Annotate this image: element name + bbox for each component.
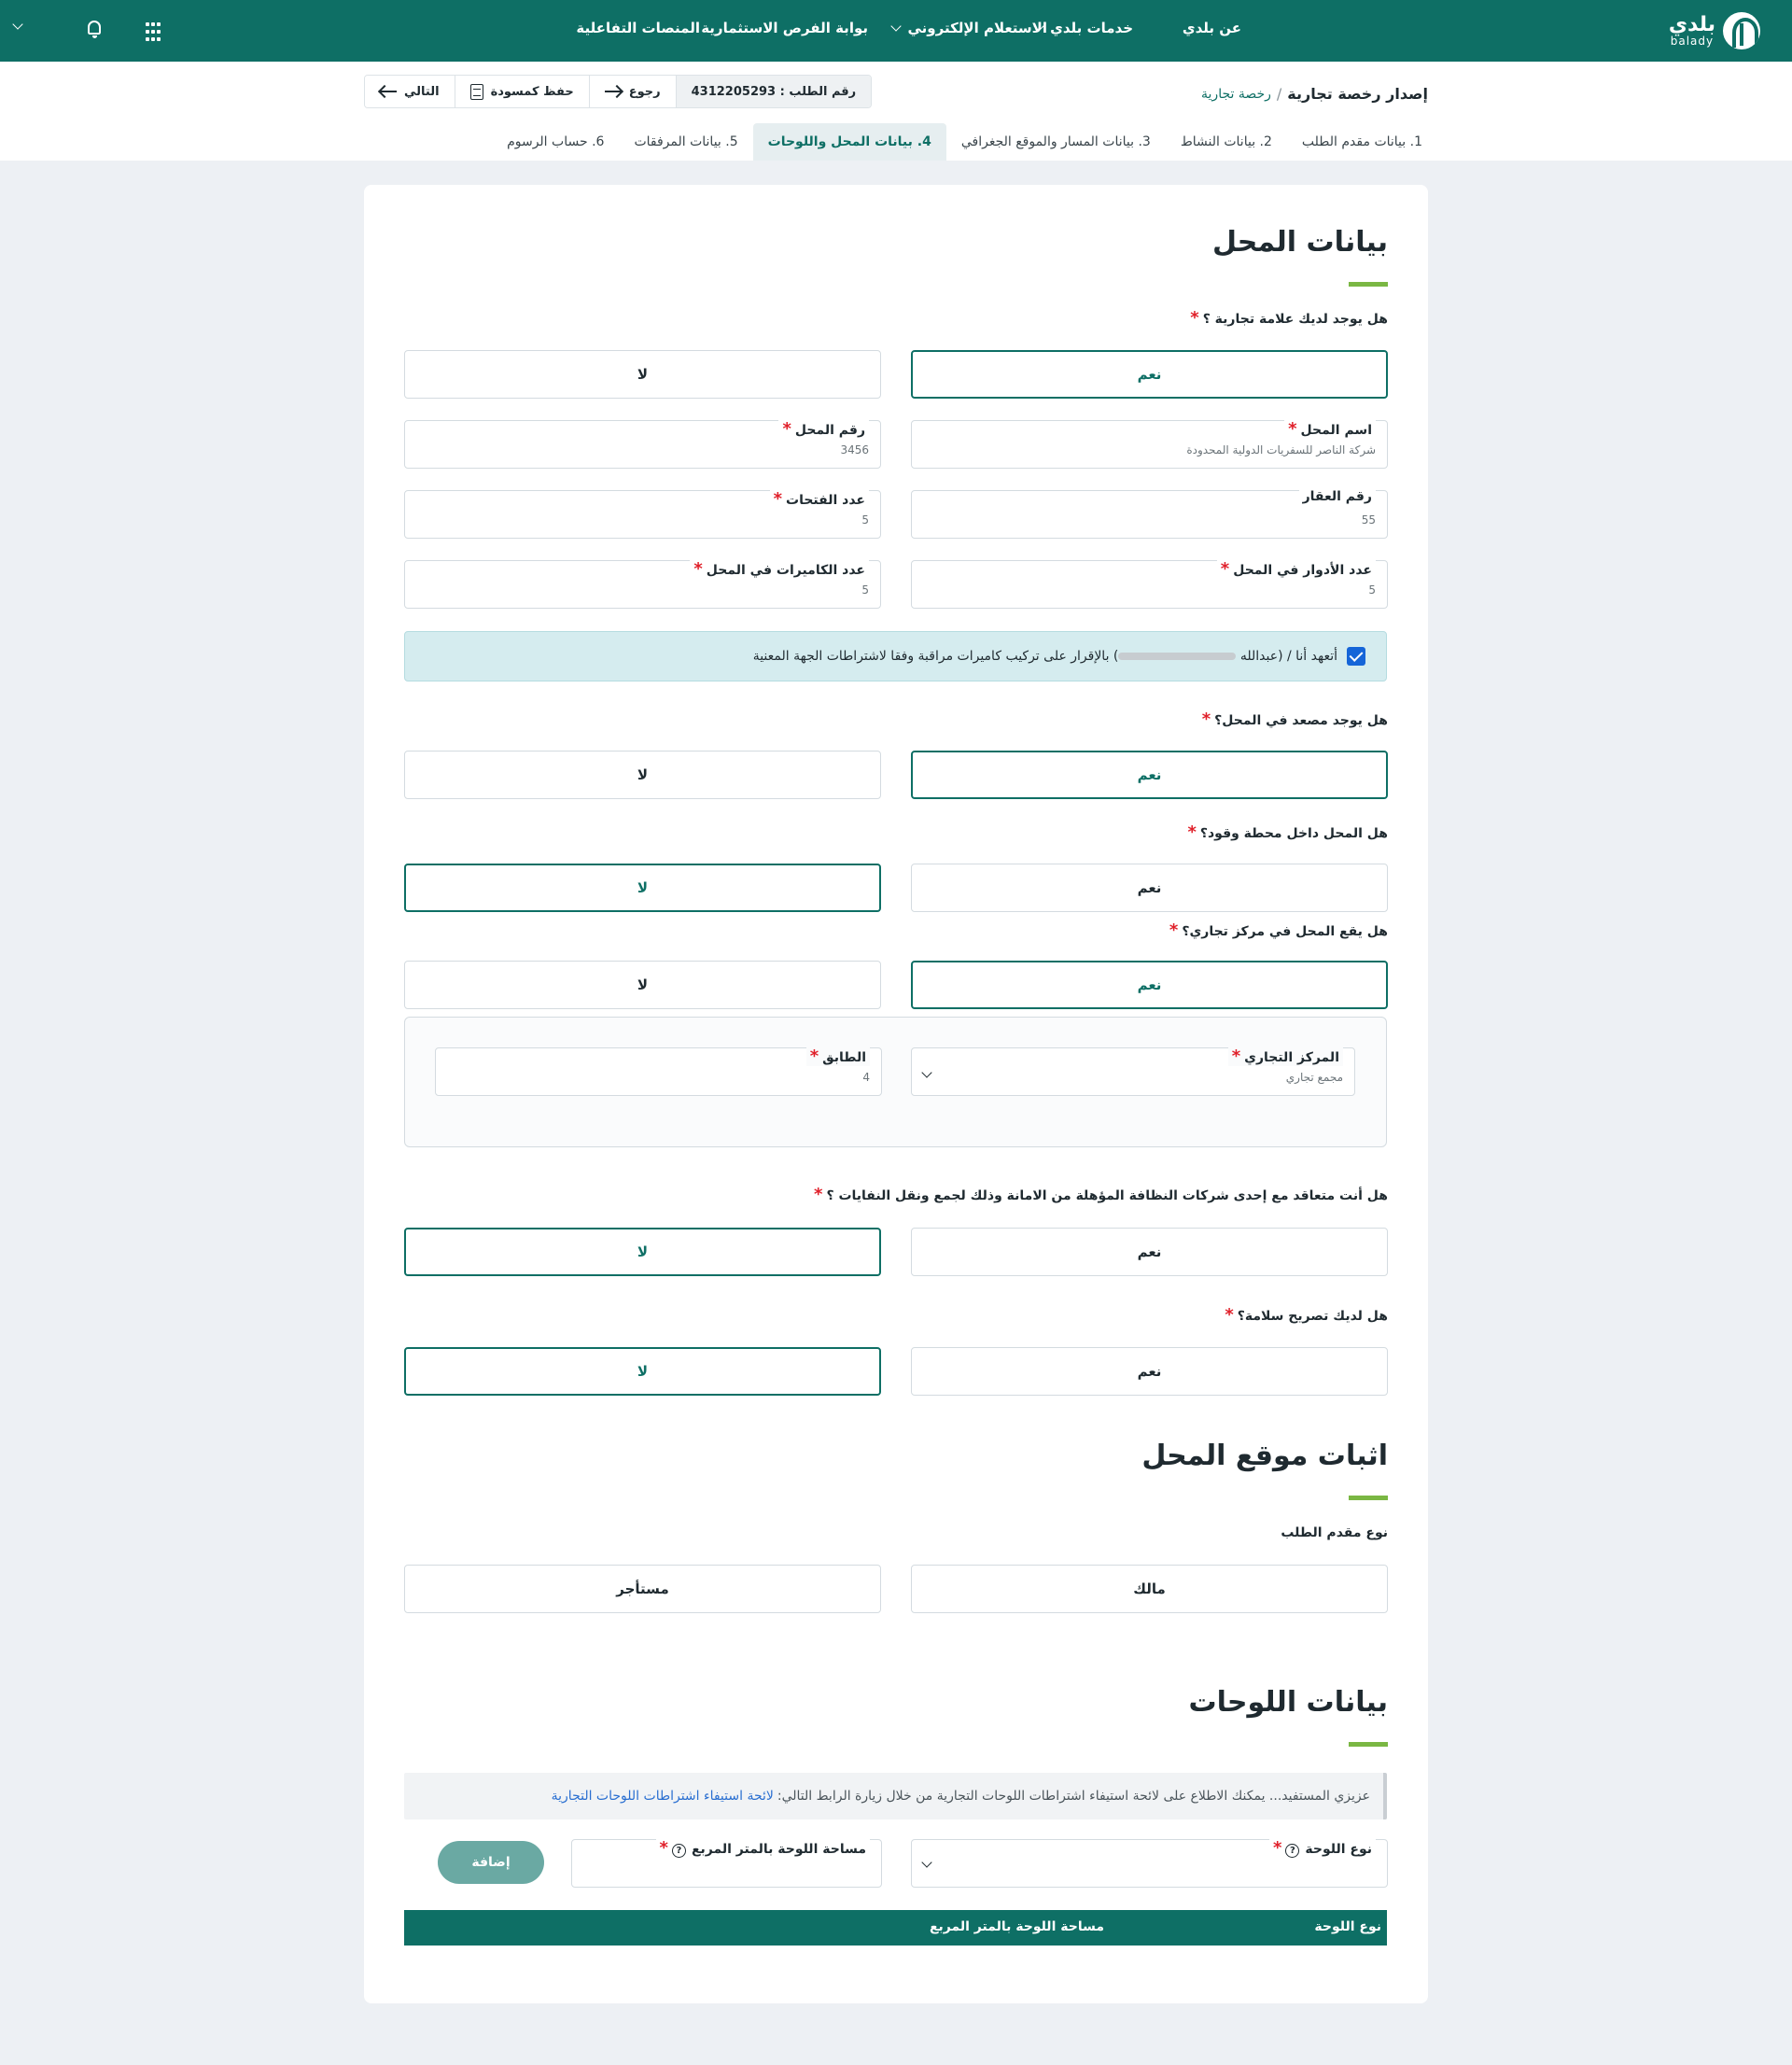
nav-balady-services[interactable]: خدمات بلدي [1035,20,1133,36]
tab-activity-data[interactable]: 2. بيانات النشاط [1180,134,1272,149]
column-header-sign-type: نوع اللوحة [1314,1919,1381,1934]
cameras-count-value: 5 [861,583,869,597]
mall-details-panel [404,1017,1387,1147]
sign-area-field[interactable] [571,1839,882,1888]
mall-select[interactable] [911,1047,1355,1096]
mall-yes-option[interactable]: نعم [911,961,1388,1009]
back-button[interactable]: رجوع [589,76,676,107]
request-actions-bar [364,75,872,108]
section-underline [1349,282,1388,287]
add-sign-button[interactable]: إضافة [438,1841,544,1884]
tab-attachments[interactable]: 5. بيانات المرفقات [634,134,738,149]
applicant-owner-option[interactable]: مالك [911,1565,1388,1613]
column-header-sign-area: مساحة اللوحة بالمتر المربع [929,1919,1104,1934]
signs-notice: عزيزي المستفيد... يمكنك الاطلاع على لائحة استيفاء اشتراطات اللوحات التجارية من خلال زيارة الرابط التالي: لائحة استيفاء اشتراطات اللوحات التجارية [404,1773,1387,1819]
openings-count-value: 5 [861,513,869,527]
required-star: * [1190,308,1199,328]
sign-type-label: نوع اللوحة?* [1269,1838,1376,1858]
fuel-no-option[interactable]: لا [404,864,881,912]
logo-arabic-text: بلدي [1668,13,1715,36]
floor-label: الطابق* [806,1047,870,1066]
cleaning-yes-option[interactable]: نعم [911,1228,1388,1276]
floors-count-value: 5 [1368,583,1376,597]
breadcrumb-link-commercial-license[interactable]: رخصة تجارية [1201,86,1271,102]
floors-count-label: عدد الأدوار في المحل* [1217,559,1376,579]
question-elevator: هل يوجد مصعد في المحل؟* [1201,709,1388,729]
chevron-down-icon [921,1067,931,1077]
user-menu-chevron-icon[interactable] [12,19,22,29]
redacted-name [1118,653,1236,660]
save-draft-button[interactable]: حفظ كمسودة [455,76,589,107]
mall-no-option[interactable]: لا [404,961,881,1009]
section-underline [1349,1496,1388,1500]
signs-regulation-link[interactable]: لائحة استيفاء اشتراطات اللوحات التجارية [551,1789,774,1804]
chevron-down-icon [921,1857,931,1867]
question-trademark: هل يوجد لديك علامة تجارية ؟* [1190,308,1388,328]
shop-name-field[interactable] [911,420,1388,469]
form-card [364,185,1428,2003]
page-title: إصدار رخصة تجارية [1287,85,1428,103]
section-title-signs: بيانات اللوحات [1188,1686,1388,1719]
section-title-location: اثبات موقع المحل [1141,1440,1388,1472]
mall-label: المركز التجاري* [1228,1047,1343,1066]
section-underline [1349,1742,1388,1747]
question-mall: هل يقع المحل في مركز تجاري؟* [1169,920,1388,940]
cleaning-no-option[interactable]: لا [404,1228,881,1276]
request-number: رقم الطلب : 4312205293 [676,76,872,107]
question-fuel-station: هل المحل داخل محطة وقود؟* [1187,822,1388,842]
nav-investment-portal[interactable]: بوابة الفرص الاستثمارية [701,20,868,36]
shop-name-value: شركة الناصر للسفريات الدولية المحدودة [1186,443,1376,457]
property-number-value: 55 [1361,513,1376,527]
notifications-bell-icon[interactable] [88,21,101,35]
safety-no-option[interactable]: لا [404,1347,881,1396]
floor-value: 4 [862,1071,870,1084]
property-number-field[interactable] [911,490,1388,539]
help-circle-icon[interactable]: ? [672,1844,686,1858]
wizard-steps [492,123,1437,161]
cameras-count-field[interactable] [404,560,881,609]
fuel-yes-option[interactable]: نعم [911,864,1388,912]
tab-applicant-data[interactable]: 1. بيانات مقدم الطلب [1301,134,1422,149]
tab-shop-signs[interactable]: 4. بيانات المحل واللوحات [753,123,946,161]
floor-field[interactable] [435,1047,882,1096]
question-safety-permit: هل لديك تصريح سلامة؟* [1225,1305,1388,1325]
chevron-down-icon [891,21,902,31]
floors-count-field[interactable] [911,560,1388,609]
cameras-count-label: عدد الكاميرات في المحل* [690,559,869,579]
shop-number-label: رقم المحل* [778,419,869,439]
breadcrumb [1201,85,1428,103]
property-number-label: رقم العقار [1299,489,1376,504]
shop-number-value: 3456 [840,443,869,457]
next-button[interactable]: التالي [365,76,455,107]
safety-yes-option[interactable]: نعم [911,1347,1388,1396]
openings-count-field[interactable] [404,490,881,539]
arrow-left-icon [380,91,397,92]
top-navigation-bar [0,0,1792,62]
applicant-type-label: نوع مقدم الطلب [1281,1525,1388,1540]
sign-type-select[interactable] [911,1839,1388,1888]
applicant-tenant-option[interactable]: مستأجر [404,1565,881,1613]
shop-number-field[interactable] [404,420,881,469]
sign-area-label: مساحة اللوحة بالمتر المربع?* [656,1838,870,1858]
openings-count-label: عدد الفتحات* [770,489,869,509]
camera-commitment-box [404,631,1387,681]
mall-value: مجمع تجاري [1285,1071,1343,1084]
tab-fees[interactable]: 6. حساب الرسوم [507,134,605,149]
commitment-checkbox[interactable] [1347,647,1365,666]
nav-interactive-platforms[interactable]: المنصات التفاعلية [576,20,700,36]
tab-route-location[interactable]: 3. بيانات المسار والموقع الجغرافي [960,134,1151,149]
section-title-shop: بيانات المحل [1212,226,1388,259]
elevator-yes-option[interactable]: نعم [911,751,1388,799]
nav-about-balady[interactable]: عن بلدي [1182,20,1241,36]
arrow-right-icon [605,91,622,92]
nav-electronic-inquiry[interactable]: الاستعلام الإلكتروني [892,20,1047,36]
elevator-no-option[interactable]: لا [404,751,881,799]
document-icon [470,84,483,100]
commitment-text: أتعهد أنا / (عبدالله ) بالإقرار على تركيب كاميرات مراقبة وفقا لاشتراطات الجهة المعنية [752,649,1337,664]
trademark-yes-option[interactable]: نعم [911,350,1388,399]
logo-english-text: balady [1670,35,1715,48]
balady-logo[interactable] [1669,11,1760,50]
question-cleaning-contract: هل أنت متعاقد مع إحدى شركات النظافة المؤهلة من الامانة وذلك لجمع ونقل النفايات ؟* [814,1185,1388,1204]
palm-logo-icon [1723,12,1760,49]
help-circle-icon[interactable]: ? [1285,1844,1299,1858]
breadcrumb-separator: / [1276,85,1282,103]
shop-name-label: اسم المحل* [1284,419,1376,439]
signs-table-header [404,1910,1387,1946]
apps-grid-icon[interactable] [140,22,161,43]
trademark-no-option[interactable]: لا [404,350,881,399]
